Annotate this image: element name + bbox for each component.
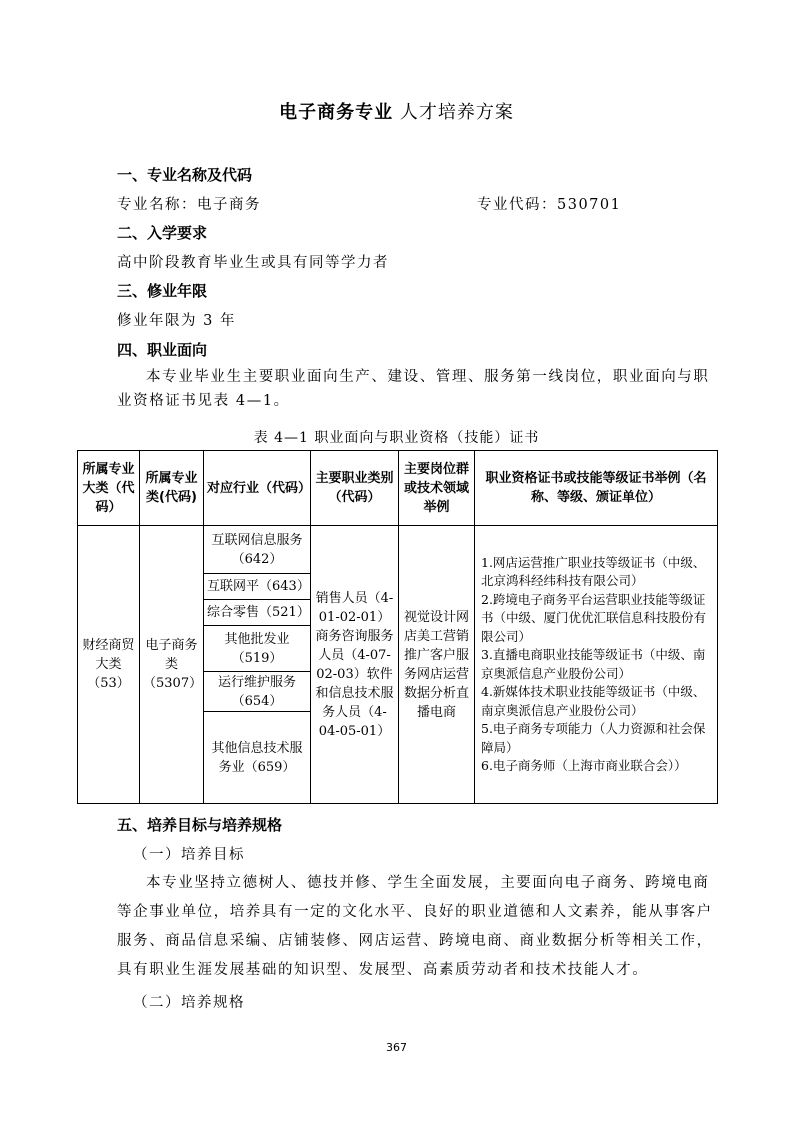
admission-text: 高中阶段教育毕业生或具有同等学力者 — [117, 255, 389, 271]
major-code: 专业代码：530701 — [477, 197, 622, 213]
table-caption: 表 4—1 职业面向与职业资格（技能）证书 — [253, 430, 540, 446]
industry-cell: 综合零售（521） — [204, 600, 311, 626]
certificate-item: 2.跨境电子商务平台运营职业技能等级证书（中级、厦门优优汇联信息科技股份有限公司） — [481, 591, 707, 644]
page-number: 367 — [386, 1041, 407, 1054]
career-table — [77, 450, 718, 804]
certificate-item: 1.网店运营推广职业技等级证书（中级、北京鸿科经纬科技有限公司） — [481, 554, 706, 588]
certificate-item: 3.直播电商职业技能等级证书（中级、南京奥派信息产业股份公司） — [481, 647, 706, 681]
certificate-item: 5.电子商务专项能力（人力资源和社会保障局） — [481, 721, 706, 755]
header-position: 主要岗位群或技术领域举例 — [399, 451, 475, 526]
industry-cell: 运行维护服务（654） — [204, 672, 311, 712]
industry-cell: 互联网平（643） — [204, 574, 311, 600]
document-title — [0, 98, 793, 124]
header-major-category: 所属专业大类（代码） — [78, 451, 140, 526]
occupation-cell: 销售人员（4-01-02-01）商务咨询服务人员（4-07-02-03）软件和信息技术服务人员（4-04-05-01） — [311, 526, 399, 804]
certificate-item: 4.新媒体技术职业技能等级证书（中级、南京奥派信息产业股份公司） — [481, 684, 706, 718]
subheading-goal: （一）培养目标 — [133, 847, 245, 863]
certificate-cell — [475, 526, 718, 804]
duration-text: 修业年限为 3 年 — [117, 313, 236, 329]
header-industry: 对应行业（代码） — [204, 451, 311, 526]
header-occupation: 主要职业类别（代码） — [311, 451, 399, 526]
section-heading-5: 五、培养目标与培养规格 — [117, 816, 283, 834]
subheading-spec: （二）培养规格 — [133, 995, 245, 1011]
major-category-cell: 财经商贸大类（53） — [78, 526, 140, 804]
major-class-cell: 电子商务类（5307） — [140, 526, 204, 804]
title-sub: 人才培养方案 — [399, 102, 514, 123]
section-heading-4: 四、职业面向 — [117, 341, 208, 359]
industry-cell: 其他信息技术服务业（659） — [204, 712, 311, 804]
major-name: 专业名称：电子商务 — [117, 197, 261, 213]
industry-cell: 互联网信息服务（642） — [204, 526, 311, 574]
header-certificate: 职业资格证书或技能等级证书举例（名称、等级、颁证单位） — [475, 451, 718, 526]
goal-paragraph: 本专业坚持立德树人、德技并修、学生全面发展，主要面向电子商务、跨境电商等企事业单位，培养具有一定的文化水平、良好的职业道德和人文素养，能从事客户服务、商品信息采编、店铺装修、网店运营、跨境电商、商业数据分析等相关工作，具有职业生涯发展基础的知识型、发展型、高素质劳动者和技术技能人才。 — [117, 875, 713, 978]
section-heading-1: 一、专业名称及代码 — [117, 166, 253, 184]
position-cell: 视觉设计网店美工营销推广客户服务网店运营数据分析直播电商 — [399, 526, 475, 804]
section-heading-2: 二、入学要求 — [117, 224, 208, 242]
career-paragraph: 本专业毕业生主要职业面向生产、建设、管理、服务第一线岗位，职业面向与职业资格证书见表 4—1。 — [117, 369, 710, 409]
certificate-item: 6.电子商务师（上海市商业联合会）） — [481, 758, 687, 773]
table-header-row — [78, 451, 718, 526]
title-main: 电子商务专业 — [279, 102, 394, 123]
industry-cell: 其他批发业（519） — [204, 626, 311, 672]
section-heading-3: 三、修业年限 — [117, 282, 208, 300]
header-major-class: 所属专业类(代码) — [140, 451, 204, 526]
